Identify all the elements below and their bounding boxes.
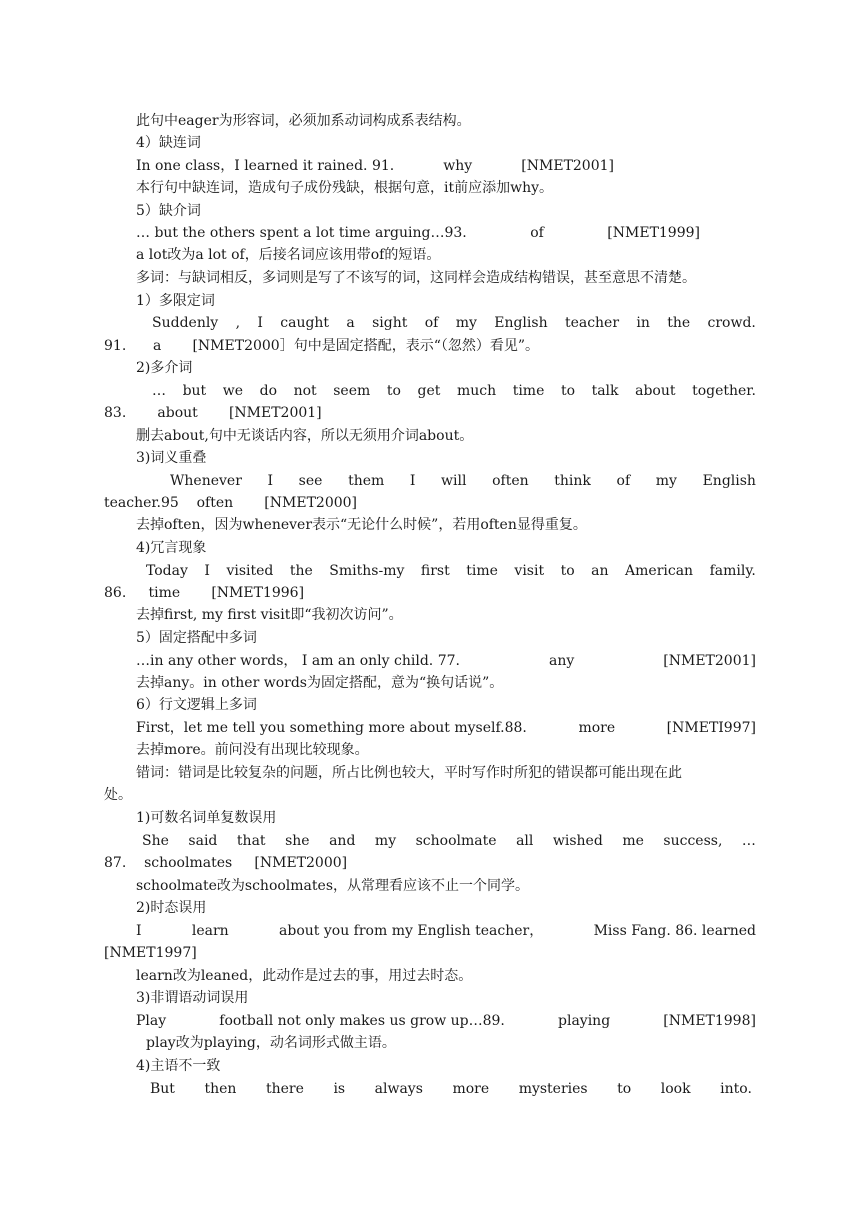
example-sentence: She said that she and my schoolmate all wished me success, … [142,833,756,849]
section-heading: 2)多介词 [136,360,193,376]
section-heading: 1）多限定词 [136,293,215,309]
paragraph-line: 去掉more。前问没有出现比较现象。 [136,742,369,758]
example-sentence: First，let me tell you something more about myself.88. more [NMETI997] [136,720,756,736]
paragraph-line: [NMET1997] [104,945,197,961]
section-heading: 5）缺介词 [136,203,201,219]
example-sentence: But then there is always more mysteries to look into. [150,1081,752,1097]
paragraph-line: 错词：错词是比较复杂的问题，所占比例也较大，平时写作时所犯的错误都可能出现在此 [136,765,682,781]
paragraph-line: 83. about [NMET2001] [104,405,322,421]
paragraph-line: 删去about,句中无谈话内容，所以无须用介词about。 [136,428,474,444]
example-sentence: I learn about you from my English teacher， Miss Fang. 86. learned [136,923,756,939]
section-heading: 2)时态误用 [136,900,207,916]
paragraph-line: 87. schoolmates [NMET2000] [104,855,348,871]
paragraph-line: 多词：与缺词相反，多词则是写了不该写的词，这同样会造成结构错误，甚至意思不清楚。 [136,270,696,286]
section-heading: 5）固定搭配中多词 [136,630,257,646]
example-sentence: Play football not only makes us grow up…89. playing [NMET1998] [136,1013,756,1029]
paragraph-line: schoolmate改为schoolmates，从常理看应该不止一个同学。 [136,878,530,894]
example-sentence: …in any other words， I am an only child. 77. any [NMET2001] [136,653,756,669]
section-heading: 3)词义重叠 [136,450,207,466]
section-heading: 4)主语不一致 [136,1058,221,1074]
paragraph-line: 此句中eager为形容词，必须加系动词构成系表结构。 [136,113,471,129]
paragraph-line: a lot改为a lot of，后接名词应该用带of的短语。 [136,247,441,263]
paragraph-line: play改为playing，动名词形式做主语。 [146,1035,396,1051]
paragraph-line: 去掉any。in other words为固定搭配，意为“换句话说”。 [136,675,504,691]
paragraph-line: 本行句中缺连词，造成句子成份残缺，根据句意，it前应添加why。 [136,180,554,196]
paragraph-line: learn改为leaned，此动作是过去的事，用过去时态。 [136,968,473,984]
section-heading: 3)非谓语动词误用 [136,990,249,1006]
paragraph-line: 处。 [104,787,132,803]
paragraph-line: 去掉often，因为whenever表示“无论什么时候”，若用often显得重复。 [136,517,587,533]
section-heading: 6）行文逻辑上多词 [136,697,257,713]
example-sentence: In one class，I learned it rained. 91. why [NMET2001] [136,158,614,174]
section-heading: 4)冗言现象 [136,540,207,556]
paragraph-line: 91. a [NMET2000］句中是固定搭配，表示“（忽然）看见”。 [104,338,540,354]
section-heading: 4）缺连词 [136,135,201,151]
example-sentence: … but the others spent a lot time arguing…93. of [NMET1999] [136,225,700,241]
example-sentence: … but we do not seem to get much time to talk about together. [152,383,756,399]
paragraph-line: 去掉first, my first visit即“我初次访问”。 [136,607,403,623]
paragraph-line: 86. time [NMET1996] [104,585,305,601]
example-sentence: Whenever I see them I will often think of my English [170,473,756,489]
section-heading: 1)可数名词单复数误用 [136,810,277,826]
example-sentence: Today I visited the Smiths-my first time visit to an American family. [146,563,756,579]
example-sentence: Suddenly , I caught a sight of my English teacher in the crowd. [152,315,756,331]
paragraph-line: teacher.95 often [NMET2000] [104,495,358,511]
